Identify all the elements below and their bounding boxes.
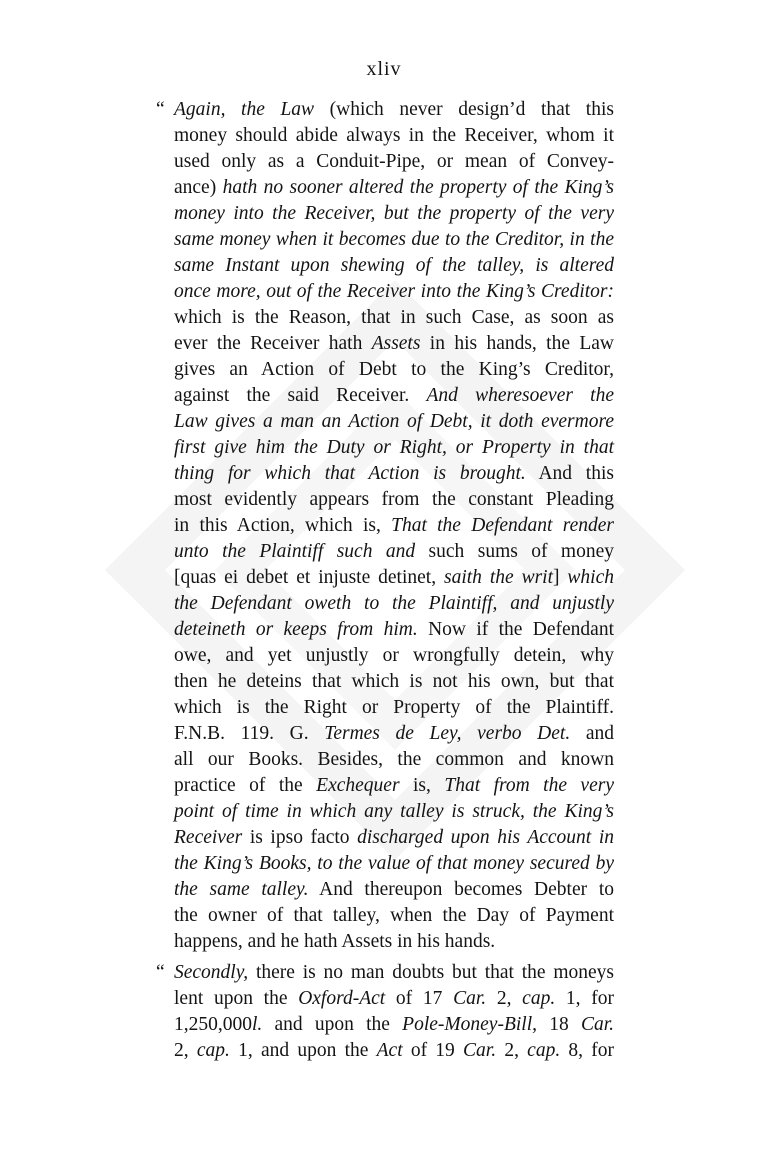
roman-text: And this bbox=[525, 463, 614, 484]
text-line bbox=[174, 669, 614, 695]
text-line bbox=[174, 903, 614, 929]
open-quote: “ bbox=[156, 962, 165, 983]
italic-text: once more, out of the Receiver into the King’s Creditor: bbox=[174, 281, 614, 302]
text-line bbox=[174, 539, 614, 565]
italic-text: And wheresoever the bbox=[426, 385, 615, 406]
roman-text: 2, bbox=[174, 1040, 197, 1061]
text-line bbox=[174, 565, 614, 591]
italic-text: Oxford-Act bbox=[298, 988, 386, 1009]
roman-text: against the said Receiver. bbox=[174, 385, 427, 406]
italic-text: the Defendant oweth to the Plaintiff, and unjustly bbox=[174, 593, 614, 614]
italic-text: Assets bbox=[371, 333, 421, 354]
italic-text: unto the Plaintiff such and bbox=[174, 541, 416, 562]
roman-text: ever the Receiver hath bbox=[174, 333, 372, 354]
text-line bbox=[174, 487, 614, 513]
text-line bbox=[174, 175, 614, 201]
roman-text: in his hands, the Law bbox=[420, 333, 614, 354]
text-line bbox=[174, 383, 614, 409]
italic-text: Car. bbox=[453, 988, 487, 1009]
italic-text: the King’s Books, to the value of that money secured by bbox=[174, 853, 614, 874]
roman-text: and upon the bbox=[262, 1014, 403, 1035]
italic-text: That the Defendant render bbox=[391, 515, 615, 536]
roman-text: 18 bbox=[537, 1014, 581, 1035]
italic-text: first give him the Duty or Right, or Property in that bbox=[174, 437, 614, 458]
roman-text: in this Action, which is, bbox=[174, 515, 392, 536]
text-line bbox=[174, 357, 614, 383]
roman-text: owe, and yet unjustly or wrongfully detein, why bbox=[174, 645, 614, 666]
italic-text: Pole-Money-Bill, bbox=[402, 1014, 537, 1035]
roman-text: all our Books. Besides, the common and known bbox=[174, 749, 614, 770]
italic-text: same Instant upon shewing of the talley, is altered bbox=[174, 255, 614, 276]
text-line bbox=[174, 799, 614, 825]
roman-text: 8, for bbox=[560, 1040, 615, 1061]
text-line bbox=[174, 331, 614, 357]
italic-text: thing for which that Action is brought. bbox=[174, 463, 526, 484]
italic-text: saith the writ bbox=[444, 567, 553, 588]
roman-text: 1, and upon the bbox=[229, 1040, 377, 1061]
italic-text: Exchequer bbox=[316, 775, 400, 796]
roman-text: which is the Right or Property of the Plaintiff. bbox=[174, 697, 614, 718]
text-line bbox=[174, 409, 614, 435]
italic-text: deteineth or keeps from him. bbox=[174, 619, 418, 640]
italic-text: Act bbox=[376, 1040, 403, 1061]
text-line bbox=[174, 435, 614, 461]
text-line bbox=[174, 617, 614, 643]
text-line bbox=[174, 986, 614, 1012]
italic-text: hath no sooner altered the property of the King’s bbox=[222, 177, 614, 198]
roman-text: money should abide always in the Receiver, whom it bbox=[174, 125, 614, 146]
text-line bbox=[174, 929, 614, 955]
roman-text: of 17 bbox=[385, 988, 454, 1009]
roman-text: F.N.B. 119. G. bbox=[174, 723, 325, 744]
text-line bbox=[174, 960, 614, 986]
italic-text: cap. bbox=[527, 1040, 561, 1061]
text-line bbox=[174, 1038, 614, 1064]
text-line bbox=[174, 97, 614, 123]
italic-text: Termes de Ley, verbo Det. bbox=[324, 723, 571, 744]
italic-text: l. bbox=[252, 1014, 263, 1035]
roman-text: the owner of that talley, when the Day of Payment bbox=[174, 905, 614, 926]
roman-text: then he deteins that which is not his own, but that bbox=[174, 671, 614, 692]
roman-text: ] bbox=[553, 567, 568, 588]
text-line bbox=[174, 695, 614, 721]
text-line bbox=[174, 825, 614, 851]
open-quote: “ bbox=[156, 99, 165, 120]
text-line bbox=[174, 227, 614, 253]
text-line bbox=[174, 721, 614, 747]
italic-text: point of time in which any talley is struck, the King’s bbox=[174, 801, 614, 822]
roman-text: (which never design’d that this bbox=[314, 99, 614, 120]
roman-text: and bbox=[570, 723, 615, 744]
italic-text: cap. bbox=[522, 988, 556, 1009]
text-line bbox=[174, 747, 614, 773]
text-line bbox=[174, 591, 614, 617]
roman-text: most evidently appears from the constant Pleading bbox=[174, 489, 614, 510]
italic-text: Law gives a man an Action of Debt, it doth evermore bbox=[174, 411, 614, 432]
italic-text: discharged upon his Account in bbox=[357, 827, 614, 848]
roman-text: ance) bbox=[174, 177, 223, 198]
paragraph-1 bbox=[156, 97, 615, 955]
italic-text: Receiver bbox=[174, 827, 243, 848]
paragraph-2 bbox=[156, 960, 615, 1064]
roman-text: there is no man doubts but that the moneys bbox=[248, 962, 614, 983]
text-line bbox=[174, 123, 614, 149]
roman-text: 2, bbox=[496, 1040, 528, 1061]
roman-text: lent upon the bbox=[174, 988, 299, 1009]
text-line bbox=[174, 851, 614, 877]
italic-text: That from the very bbox=[444, 775, 614, 796]
italic-text: Secondly, bbox=[174, 962, 249, 983]
text-line bbox=[174, 1012, 614, 1038]
roman-text: happens, and he hath Assets in his hands. bbox=[174, 931, 496, 952]
italic-text: money into the Receiver, but the property of the very bbox=[174, 203, 614, 224]
italic-text: cap. bbox=[196, 1040, 230, 1061]
page-number: xliv bbox=[366, 58, 402, 80]
italic-text: Car. bbox=[580, 1014, 615, 1035]
roman-text: 1, for bbox=[555, 988, 614, 1009]
text-line bbox=[174, 643, 614, 669]
roman-text: is, bbox=[399, 775, 445, 796]
text-line bbox=[174, 513, 614, 539]
italic-text: same money when it becomes due to the Creditor, in the bbox=[174, 229, 614, 250]
roman-text: of 19 bbox=[402, 1040, 464, 1061]
text-line bbox=[174, 201, 614, 227]
roman-text: which is the Reason, that in such Case, as soon as bbox=[174, 307, 614, 328]
text-line bbox=[174, 877, 614, 903]
roman-text: is ipso facto bbox=[242, 827, 358, 848]
roman-text: such sums of money bbox=[415, 541, 614, 562]
roman-text: practice of the bbox=[174, 775, 317, 796]
text-line bbox=[174, 461, 614, 487]
italic-text: Again, the Law bbox=[174, 99, 315, 120]
roman-text: 1,250,000 bbox=[174, 1014, 252, 1035]
text-line bbox=[174, 279, 614, 305]
roman-text: used only as a Conduit-Pipe, or mean of Convey- bbox=[174, 151, 614, 172]
text-line bbox=[174, 305, 614, 331]
text-line bbox=[174, 149, 614, 175]
text-line bbox=[174, 253, 614, 279]
roman-text: And thereupon becomes Debter to bbox=[308, 879, 615, 900]
italic-text: the same talley. bbox=[174, 879, 309, 900]
roman-text: 2, bbox=[486, 988, 523, 1009]
roman-text: Now if the Defendant bbox=[417, 619, 614, 640]
italic-text: which bbox=[567, 567, 614, 588]
roman-text: [quas ei debet et injuste detinet, bbox=[174, 567, 444, 588]
roman-text: gives an Action of Debt to the King’s Creditor, bbox=[174, 359, 614, 380]
italic-text: Car. bbox=[463, 1040, 497, 1061]
text-line bbox=[174, 773, 614, 799]
